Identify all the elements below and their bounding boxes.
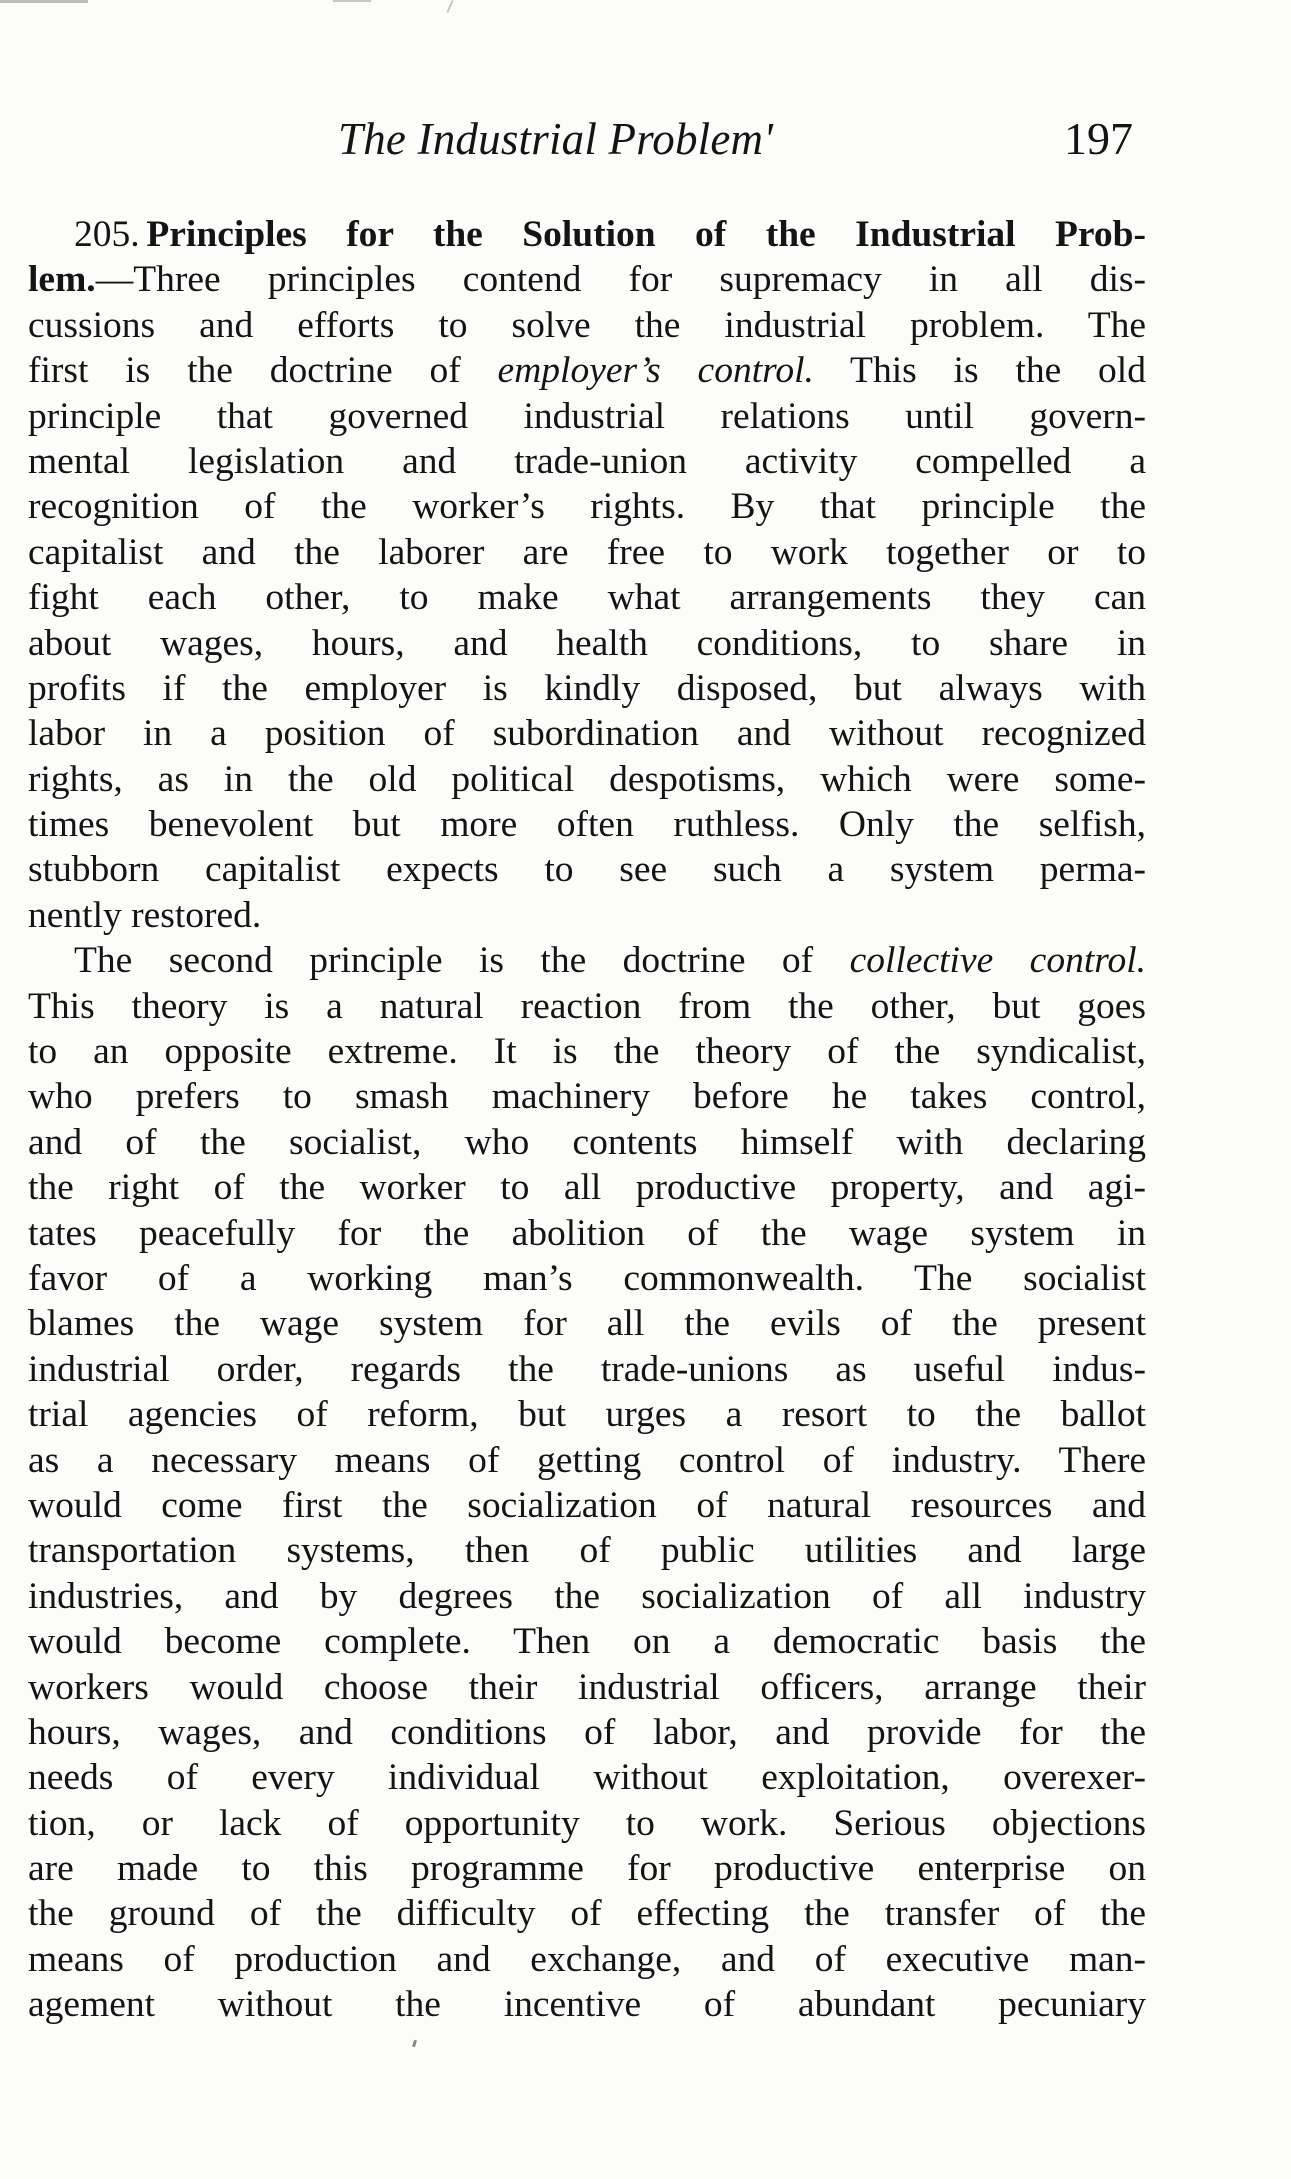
italic-term: collective control. [849,940,1146,982]
page-number: 197 [1064,113,1133,164]
text-line: needs of every individual without exploitation, overexer- [28,1757,1146,1799]
text-line: agement without the incentive of abundant pecuniary [28,1984,1146,2026]
text-line: to an opposite extreme. It is the theory of the syndicalist, [28,1031,1146,1073]
scan-edge-mark [0,0,88,3]
italic-term: employer’s control. [497,350,814,392]
text-line: recognition of the worker’s rights. By that principle the [28,486,1146,528]
text-line: nently restored. [28,894,262,936]
running-title-apostrophe: ' [763,114,774,164]
text-line: stubborn capitalist expects to see such a system perma- [28,849,1146,891]
section-heading-line [28,212,1146,257]
text-line: blames the wage system for all the evils of the present [28,1303,1146,1345]
running-title-text: The Industrial Problem [338,114,764,164]
text-line: are made to this programme for productive enterprise on [28,1848,1146,1890]
section-number: 205. [74,214,140,255]
text-line: tion, or lack of opportunity to work. Serious objections [28,1802,1146,1844]
text-line: cussions and efforts to solve the industrial problem. The [28,304,1146,346]
text-line: about wages, hours, and health conditions, to share in [28,622,1146,664]
text-line: fight each other, to make what arrangements they can [28,577,1146,619]
text-line: trial agencies of reform, but urges a resort to the ballot [28,1394,1146,1436]
text-line: who prefers to smash machinery before he takes control, [28,1076,1146,1118]
text-line: profits if the employer is kindly disposed, but always with [28,667,1146,709]
text-line: as a necessary means of getting control of industry. There [28,1439,1146,1481]
text-line: favor of a working man’s commonwealth. The socialist [28,1257,1146,1299]
text-line: and of the socialist, who contents himself with declaring [28,1121,1146,1163]
text-line: capitalist and the laborer are free to work together or to [28,531,1146,573]
running-title [338,110,773,168]
text-line: mental legislation and trade-union activity compelled a [28,440,1146,482]
paragraph-text: —Three principles contend for supremacy in all dis- [95,259,1146,301]
text-line: principle that governed industrial relations until govern- [28,395,1146,437]
paragraph-text: This is the old [813,350,1146,392]
text-line: the ground of the difficulty of effecting the transfer of the [28,1893,1146,1935]
scan-edge-mark-small [333,0,371,2]
text-line: transportation systems, then of public utilities and large [28,1530,1146,1572]
text-line [28,938,1146,983]
scan-edge-tick [446,0,453,13]
text-line: tates peacefully for the abolition of the wage system in [28,1212,1146,1254]
text-line: industrial order, regards the trade-unions as useful indus- [28,1348,1146,1390]
section-205-text [28,212,1146,2028]
text-line: would become complete. Then on a democratic basis the [28,1621,1146,1663]
section-heading: Principles for the Solution of the Industrial Prob- [146,214,1146,255]
text-line: would come first the socialization of natural resources and [28,1484,1146,1526]
text-line: hours, wages, and conditions of labor, and provide for the [28,1711,1146,1753]
text-line: times benevolent but more often ruthless. Only the selfish, [28,804,1146,846]
paragraph-text: first is the doctrine of [28,350,498,392]
running-header [0,110,1291,180]
text-line: labor in a position of subordination and without recognized [28,713,1146,755]
text-line: means of production and exchange, and of executive man- [28,1938,1146,1980]
text-line [28,348,1146,393]
text-line: rights, as in the old political despotisms, which were some- [28,758,1146,800]
text-line: workers would choose their industrial officers, arrange their [28,1666,1146,1708]
paragraph-text: The second principle is the doctrine of [74,940,850,982]
text-line: industries, and by degrees the socialization of all industry [28,1575,1146,1617]
text-line [28,257,1146,302]
scan-speck [412,2040,417,2048]
text-line: the right of the worker to all productive property, and agi- [28,1167,1146,1209]
text-line: This theory is a natural reaction from the other, but goes [28,985,1146,1027]
section-heading-end: lem. [28,259,96,301]
